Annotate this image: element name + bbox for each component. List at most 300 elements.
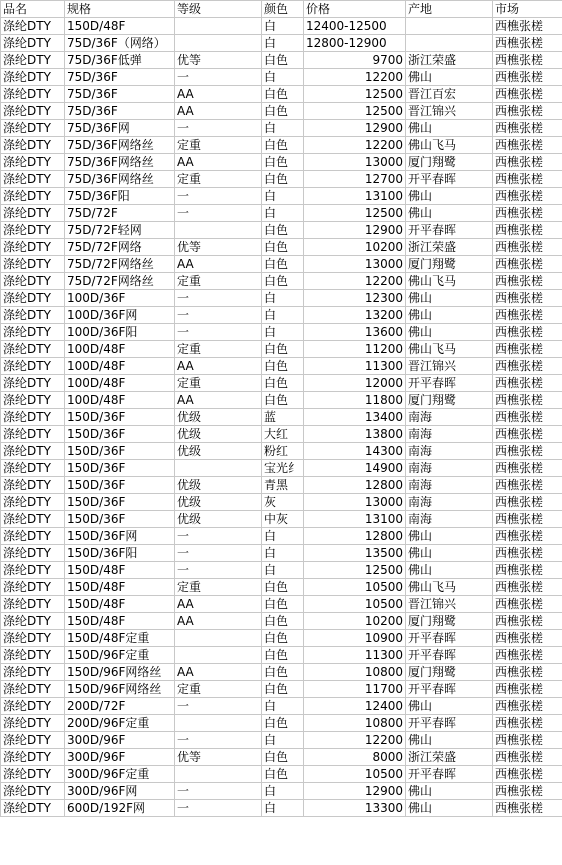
cell-grade[interactable]: 一 bbox=[175, 732, 262, 749]
cell-spec[interactable]: 75D/36F bbox=[65, 86, 175, 103]
cell-color[interactable]: 白 bbox=[262, 732, 304, 749]
cell-origin[interactable]: 开平春晖 bbox=[406, 171, 493, 188]
cell-spec[interactable]: 100D/36F阳 bbox=[65, 324, 175, 341]
cell-product-name[interactable]: 涤纶DTY bbox=[1, 358, 65, 375]
cell-spec[interactable]: 150D/36F bbox=[65, 494, 175, 511]
cell-product-name[interactable]: 涤纶DTY bbox=[1, 69, 65, 86]
cell-grade[interactable]: AA bbox=[175, 103, 262, 120]
cell-product-name[interactable]: 涤纶DTY bbox=[1, 528, 65, 545]
cell-grade[interactable]: 一 bbox=[175, 69, 262, 86]
cell-market[interactable]: 西樵张槎 bbox=[493, 732, 562, 749]
cell-product-name[interactable]: 涤纶DTY bbox=[1, 341, 65, 358]
cell-market[interactable]: 西樵张槎 bbox=[493, 596, 562, 613]
cell-color[interactable]: 白 bbox=[262, 783, 304, 800]
cell-spec[interactable]: 150D/48F bbox=[65, 562, 175, 579]
cell-price[interactable]: 10900 bbox=[304, 630, 406, 647]
cell-price[interactable]: 12500 bbox=[304, 86, 406, 103]
cell-color[interactable]: 白色 bbox=[262, 341, 304, 358]
cell-market[interactable]: 西樵张槎 bbox=[493, 341, 562, 358]
cell-color[interactable]: 白色 bbox=[262, 392, 304, 409]
cell-spec[interactable]: 75D/36F bbox=[65, 69, 175, 86]
cell-spec[interactable]: 150D/36F bbox=[65, 426, 175, 443]
cell-product-name[interactable]: 涤纶DTY bbox=[1, 545, 65, 562]
cell-spec[interactable]: 150D/96F网络丝 bbox=[65, 664, 175, 681]
cell-product-name[interactable]: 涤纶DTY bbox=[1, 52, 65, 69]
cell-price[interactable]: 12800-12900 bbox=[304, 35, 406, 52]
cell-product-name[interactable]: 涤纶DTY bbox=[1, 443, 65, 460]
cell-grade[interactable]: 一 bbox=[175, 528, 262, 545]
cell-origin[interactable]: 佛山 bbox=[406, 188, 493, 205]
cell-origin[interactable]: 佛山 bbox=[406, 324, 493, 341]
cell-price[interactable]: 12800 bbox=[304, 477, 406, 494]
cell-market[interactable]: 西樵张槎 bbox=[493, 528, 562, 545]
cell-grade[interactable]: 优级 bbox=[175, 443, 262, 460]
cell-market[interactable]: 西樵张槎 bbox=[493, 409, 562, 426]
cell-price[interactable]: 12000 bbox=[304, 375, 406, 392]
cell-price[interactable]: 13800 bbox=[304, 426, 406, 443]
cell-market[interactable]: 西樵张槎 bbox=[493, 69, 562, 86]
cell-color[interactable]: 白色 bbox=[262, 86, 304, 103]
cell-market[interactable]: 西樵张槎 bbox=[493, 239, 562, 256]
cell-grade[interactable]: AA bbox=[175, 256, 262, 273]
header-market[interactable]: 市场 bbox=[493, 1, 562, 18]
cell-origin[interactable]: 厦门翔鹭 bbox=[406, 392, 493, 409]
cell-grade[interactable]: 定重 bbox=[175, 273, 262, 290]
cell-color[interactable]: 白 bbox=[262, 188, 304, 205]
cell-color[interactable]: 白 bbox=[262, 698, 304, 715]
cell-market[interactable]: 西樵张槎 bbox=[493, 426, 562, 443]
cell-color[interactable]: 白色 bbox=[262, 222, 304, 239]
cell-price[interactable]: 12700 bbox=[304, 171, 406, 188]
cell-spec[interactable]: 75D/72F网络 bbox=[65, 239, 175, 256]
cell-market[interactable]: 西樵张槎 bbox=[493, 613, 562, 630]
cell-spec[interactable]: 100D/48F bbox=[65, 358, 175, 375]
cell-price[interactable]: 12200 bbox=[304, 732, 406, 749]
cell-color[interactable]: 白色 bbox=[262, 358, 304, 375]
cell-origin[interactable]: 厦门翔鹭 bbox=[406, 664, 493, 681]
cell-market[interactable]: 西樵张槎 bbox=[493, 443, 562, 460]
cell-origin[interactable]: 佛山飞马 bbox=[406, 137, 493, 154]
cell-market[interactable]: 西樵张槎 bbox=[493, 205, 562, 222]
cell-color[interactable]: 白 bbox=[262, 205, 304, 222]
cell-grade[interactable]: 一 bbox=[175, 562, 262, 579]
cell-grade[interactable]: AA bbox=[175, 392, 262, 409]
cell-spec[interactable]: 150D/36F阳 bbox=[65, 545, 175, 562]
cell-spec[interactable]: 100D/36F bbox=[65, 290, 175, 307]
cell-market[interactable]: 西樵张槎 bbox=[493, 477, 562, 494]
cell-market[interactable]: 西樵张槎 bbox=[493, 715, 562, 732]
cell-product-name[interactable]: 涤纶DTY bbox=[1, 409, 65, 426]
cell-origin[interactable]: 厦门翔鹭 bbox=[406, 256, 493, 273]
cell-origin[interactable]: 开平春晖 bbox=[406, 630, 493, 647]
cell-product-name[interactable]: 涤纶DTY bbox=[1, 749, 65, 766]
cell-price[interactable]: 8000 bbox=[304, 749, 406, 766]
cell-spec[interactable]: 300D/96F bbox=[65, 732, 175, 749]
cell-color[interactable]: 白色 bbox=[262, 596, 304, 613]
cell-grade[interactable] bbox=[175, 766, 262, 783]
cell-grade[interactable]: 一 bbox=[175, 545, 262, 562]
cell-grade[interactable]: 定重 bbox=[175, 137, 262, 154]
cell-price[interactable]: 13600 bbox=[304, 324, 406, 341]
cell-color[interactable]: 粉红 bbox=[262, 443, 304, 460]
cell-spec[interactable]: 150D/96F定重 bbox=[65, 647, 175, 664]
cell-market[interactable]: 西樵张槎 bbox=[493, 290, 562, 307]
cell-product-name[interactable]: 涤纶DTY bbox=[1, 596, 65, 613]
cell-market[interactable]: 西樵张槎 bbox=[493, 324, 562, 341]
cell-origin[interactable]: 佛山飞马 bbox=[406, 579, 493, 596]
cell-origin[interactable]: 佛山 bbox=[406, 783, 493, 800]
cell-grade[interactable]: 定重 bbox=[175, 341, 262, 358]
cell-origin[interactable]: 佛山 bbox=[406, 290, 493, 307]
cell-grade[interactable] bbox=[175, 35, 262, 52]
cell-spec[interactable]: 150D/96F网络丝 bbox=[65, 681, 175, 698]
cell-price[interactable]: 10800 bbox=[304, 715, 406, 732]
cell-spec[interactable]: 150D/36F bbox=[65, 511, 175, 528]
cell-price[interactable]: 13500 bbox=[304, 545, 406, 562]
cell-price[interactable]: 11800 bbox=[304, 392, 406, 409]
cell-price[interactable]: 13000 bbox=[304, 154, 406, 171]
cell-color[interactable]: 白色 bbox=[262, 630, 304, 647]
cell-market[interactable]: 西樵张槎 bbox=[493, 86, 562, 103]
cell-origin[interactable]: 南海 bbox=[406, 477, 493, 494]
cell-grade[interactable]: 一 bbox=[175, 205, 262, 222]
cell-origin[interactable]: 南海 bbox=[406, 443, 493, 460]
cell-spec[interactable]: 75D/72F bbox=[65, 205, 175, 222]
cell-price[interactable]: 13000 bbox=[304, 256, 406, 273]
cell-price[interactable]: 11700 bbox=[304, 681, 406, 698]
cell-origin[interactable]: 佛山 bbox=[406, 698, 493, 715]
cell-product-name[interactable]: 涤纶DTY bbox=[1, 307, 65, 324]
cell-product-name[interactable]: 涤纶DTY bbox=[1, 239, 65, 256]
cell-color[interactable]: 白色 bbox=[262, 137, 304, 154]
cell-grade[interactable]: AA bbox=[175, 613, 262, 630]
cell-market[interactable]: 西樵张槎 bbox=[493, 52, 562, 69]
cell-spec[interactable]: 300D/96F网 bbox=[65, 783, 175, 800]
cell-product-name[interactable]: 涤纶DTY bbox=[1, 103, 65, 120]
cell-price[interactable]: 10200 bbox=[304, 239, 406, 256]
cell-grade[interactable] bbox=[175, 18, 262, 35]
cell-spec[interactable]: 150D/48F bbox=[65, 18, 175, 35]
cell-color[interactable]: 白色 bbox=[262, 681, 304, 698]
cell-spec[interactable]: 75D/36F（网络） bbox=[65, 35, 175, 52]
cell-market[interactable]: 西樵张槎 bbox=[493, 545, 562, 562]
cell-origin[interactable]: 晋江锦兴 bbox=[406, 596, 493, 613]
cell-spec[interactable]: 150D/48F bbox=[65, 579, 175, 596]
cell-origin[interactable]: 佛山 bbox=[406, 545, 493, 562]
cell-product-name[interactable]: 涤纶DTY bbox=[1, 664, 65, 681]
cell-grade[interactable]: 定重 bbox=[175, 681, 262, 698]
header-origin[interactable]: 产地 bbox=[406, 1, 493, 18]
cell-origin[interactable]: 浙江荣盛 bbox=[406, 749, 493, 766]
cell-product-name[interactable]: 涤纶DTY bbox=[1, 171, 65, 188]
cell-origin[interactable]: 浙江荣盛 bbox=[406, 52, 493, 69]
header-spec[interactable]: 规格 bbox=[65, 1, 175, 18]
cell-spec[interactable]: 150D/48F定重 bbox=[65, 630, 175, 647]
cell-origin[interactable]: 开平春晖 bbox=[406, 222, 493, 239]
cell-product-name[interactable]: 涤纶DTY bbox=[1, 494, 65, 511]
cell-price[interactable]: 11200 bbox=[304, 341, 406, 358]
cell-grade[interactable]: 一 bbox=[175, 698, 262, 715]
cell-color[interactable]: 白 bbox=[262, 528, 304, 545]
cell-grade[interactable]: 一 bbox=[175, 307, 262, 324]
cell-product-name[interactable]: 涤纶DTY bbox=[1, 120, 65, 137]
cell-color[interactable]: 白色 bbox=[262, 52, 304, 69]
cell-spec[interactable]: 150D/36F bbox=[65, 477, 175, 494]
cell-product-name[interactable]: 涤纶DTY bbox=[1, 205, 65, 222]
cell-origin[interactable]: 南海 bbox=[406, 511, 493, 528]
cell-grade[interactable]: 优级 bbox=[175, 426, 262, 443]
cell-price[interactable]: 10500 bbox=[304, 579, 406, 596]
cell-origin[interactable]: 南海 bbox=[406, 494, 493, 511]
cell-color[interactable]: 白 bbox=[262, 18, 304, 35]
header-grade[interactable]: 等级 bbox=[175, 1, 262, 18]
cell-spec[interactable]: 100D/48F bbox=[65, 375, 175, 392]
cell-product-name[interactable]: 涤纶DTY bbox=[1, 477, 65, 494]
cell-product-name[interactable]: 涤纶DTY bbox=[1, 630, 65, 647]
cell-color[interactable]: 白 bbox=[262, 307, 304, 324]
cell-market[interactable]: 西樵张槎 bbox=[493, 664, 562, 681]
cell-spec[interactable]: 75D/36F网络丝 bbox=[65, 171, 175, 188]
cell-product-name[interactable]: 涤纶DTY bbox=[1, 86, 65, 103]
cell-price[interactable]: 13100 bbox=[304, 188, 406, 205]
cell-origin[interactable]: 佛山 bbox=[406, 205, 493, 222]
cell-origin[interactable]: 厦门翔鹭 bbox=[406, 154, 493, 171]
cell-origin[interactable] bbox=[406, 18, 493, 35]
cell-grade[interactable] bbox=[175, 630, 262, 647]
cell-color[interactable]: 白色 bbox=[262, 647, 304, 664]
cell-grade[interactable]: 优级 bbox=[175, 477, 262, 494]
cell-product-name[interactable]: 涤纶DTY bbox=[1, 273, 65, 290]
cell-market[interactable]: 西樵张槎 bbox=[493, 154, 562, 171]
cell-color[interactable]: 白色 bbox=[262, 613, 304, 630]
cell-market[interactable]: 西樵张槎 bbox=[493, 783, 562, 800]
cell-price[interactable]: 13100 bbox=[304, 511, 406, 528]
cell-product-name[interactable]: 涤纶DTY bbox=[1, 732, 65, 749]
cell-market[interactable]: 西樵张槎 bbox=[493, 222, 562, 239]
cell-product-name[interactable]: 涤纶DTY bbox=[1, 324, 65, 341]
cell-color[interactable]: 白色 bbox=[262, 749, 304, 766]
cell-color[interactable]: 白色 bbox=[262, 171, 304, 188]
cell-color[interactable]: 白色 bbox=[262, 766, 304, 783]
cell-color[interactable]: 白色 bbox=[262, 239, 304, 256]
cell-grade[interactable]: AA bbox=[175, 358, 262, 375]
cell-grade[interactable]: 定重 bbox=[175, 171, 262, 188]
cell-spec[interactable]: 75D/36F低弹 bbox=[65, 52, 175, 69]
cell-product-name[interactable]: 涤纶DTY bbox=[1, 154, 65, 171]
cell-price[interactable]: 13000 bbox=[304, 494, 406, 511]
cell-product-name[interactable]: 涤纶DTY bbox=[1, 222, 65, 239]
cell-price[interactable]: 10500 bbox=[304, 766, 406, 783]
cell-color[interactable]: 中灰 bbox=[262, 511, 304, 528]
cell-market[interactable]: 西樵张槎 bbox=[493, 392, 562, 409]
cell-market[interactable]: 西樵张槎 bbox=[493, 256, 562, 273]
cell-product-name[interactable]: 涤纶DTY bbox=[1, 800, 65, 817]
cell-origin[interactable]: 南海 bbox=[406, 426, 493, 443]
cell-grade[interactable]: 优级 bbox=[175, 494, 262, 511]
cell-color[interactable]: 白 bbox=[262, 545, 304, 562]
cell-market[interactable]: 西樵张槎 bbox=[493, 358, 562, 375]
cell-origin[interactable]: 开平春晖 bbox=[406, 715, 493, 732]
cell-spec[interactable]: 150D/36F bbox=[65, 460, 175, 477]
cell-grade[interactable]: 定重 bbox=[175, 375, 262, 392]
cell-market[interactable]: 西樵张槎 bbox=[493, 120, 562, 137]
cell-spec[interactable]: 150D/36F bbox=[65, 409, 175, 426]
cell-spec[interactable]: 200D/96F定重 bbox=[65, 715, 175, 732]
cell-product-name[interactable]: 涤纶DTY bbox=[1, 426, 65, 443]
cell-price[interactable]: 12400 bbox=[304, 698, 406, 715]
cell-grade[interactable]: 优等 bbox=[175, 239, 262, 256]
cell-origin[interactable]: 晋江锦兴 bbox=[406, 358, 493, 375]
cell-spec[interactable]: 75D/36F网络丝 bbox=[65, 154, 175, 171]
cell-price[interactable]: 12500 bbox=[304, 562, 406, 579]
cell-spec[interactable]: 150D/36F bbox=[65, 443, 175, 460]
cell-origin[interactable]: 佛山 bbox=[406, 562, 493, 579]
cell-price[interactable]: 12500 bbox=[304, 205, 406, 222]
cell-origin[interactable]: 佛山 bbox=[406, 732, 493, 749]
cell-spec[interactable]: 75D/36F网 bbox=[65, 120, 175, 137]
cell-price[interactable]: 9700 bbox=[304, 52, 406, 69]
cell-grade[interactable]: 一 bbox=[175, 783, 262, 800]
cell-product-name[interactable]: 涤纶DTY bbox=[1, 698, 65, 715]
cell-market[interactable]: 西樵张槎 bbox=[493, 375, 562, 392]
cell-market[interactable]: 西樵张槎 bbox=[493, 800, 562, 817]
cell-origin[interactable]: 开平春晖 bbox=[406, 681, 493, 698]
cell-color[interactable]: 白色 bbox=[262, 273, 304, 290]
cell-grade[interactable] bbox=[175, 647, 262, 664]
cell-market[interactable]: 西樵张槎 bbox=[493, 647, 562, 664]
cell-product-name[interactable]: 涤纶DTY bbox=[1, 375, 65, 392]
cell-color[interactable]: 白 bbox=[262, 800, 304, 817]
cell-origin[interactable]: 开平春晖 bbox=[406, 647, 493, 664]
cell-market[interactable]: 西樵张槎 bbox=[493, 562, 562, 579]
cell-spec[interactable]: 300D/96F定重 bbox=[65, 766, 175, 783]
cell-price[interactable]: 12200 bbox=[304, 69, 406, 86]
cell-color[interactable]: 白色 bbox=[262, 579, 304, 596]
cell-price[interactable]: 10200 bbox=[304, 613, 406, 630]
cell-market[interactable]: 西樵张槎 bbox=[493, 766, 562, 783]
cell-spec[interactable]: 600D/192F网 bbox=[65, 800, 175, 817]
cell-color[interactable]: 宝光纟 bbox=[262, 460, 304, 477]
cell-color[interactable]: 白 bbox=[262, 324, 304, 341]
cell-market[interactable]: 西樵张槎 bbox=[493, 511, 562, 528]
cell-price[interactable]: 12900 bbox=[304, 120, 406, 137]
cell-grade[interactable]: 优等 bbox=[175, 52, 262, 69]
header-product-name[interactable]: 品名 bbox=[1, 1, 65, 18]
cell-spec[interactable]: 150D/36F网 bbox=[65, 528, 175, 545]
cell-price[interactable]: 10500 bbox=[304, 596, 406, 613]
cell-price[interactable]: 10800 bbox=[304, 664, 406, 681]
cell-grade[interactable]: 优级 bbox=[175, 511, 262, 528]
cell-market[interactable]: 西樵张槎 bbox=[493, 749, 562, 766]
cell-price[interactable]: 11300 bbox=[304, 647, 406, 664]
cell-price[interactable]: 13400 bbox=[304, 409, 406, 426]
cell-color[interactable]: 白色 bbox=[262, 103, 304, 120]
cell-color[interactable]: 白色 bbox=[262, 664, 304, 681]
cell-grade[interactable]: AA bbox=[175, 86, 262, 103]
cell-price[interactable]: 14900 bbox=[304, 460, 406, 477]
cell-grade[interactable]: 一 bbox=[175, 290, 262, 307]
cell-grade[interactable]: 一 bbox=[175, 800, 262, 817]
cell-origin[interactable]: 佛山 bbox=[406, 528, 493, 545]
cell-product-name[interactable]: 涤纶DTY bbox=[1, 256, 65, 273]
cell-color[interactable]: 蓝 bbox=[262, 409, 304, 426]
cell-product-name[interactable]: 涤纶DTY bbox=[1, 35, 65, 52]
cell-market[interactable]: 西樵张槎 bbox=[493, 494, 562, 511]
cell-grade[interactable]: 优级 bbox=[175, 409, 262, 426]
cell-product-name[interactable]: 涤纶DTY bbox=[1, 783, 65, 800]
cell-market[interactable]: 西樵张槎 bbox=[493, 273, 562, 290]
cell-grade[interactable]: 优等 bbox=[175, 749, 262, 766]
cell-market[interactable]: 西樵张槎 bbox=[493, 171, 562, 188]
cell-market[interactable]: 西樵张槎 bbox=[493, 698, 562, 715]
cell-origin[interactable]: 晋江百宏 bbox=[406, 86, 493, 103]
cell-grade[interactable]: 一 bbox=[175, 120, 262, 137]
cell-product-name[interactable]: 涤纶DTY bbox=[1, 715, 65, 732]
cell-product-name[interactable]: 涤纶DTY bbox=[1, 562, 65, 579]
cell-price[interactable]: 12500 bbox=[304, 103, 406, 120]
cell-price[interactable]: 11300 bbox=[304, 358, 406, 375]
cell-spec[interactable]: 75D/36F bbox=[65, 103, 175, 120]
cell-origin[interactable]: 佛山 bbox=[406, 120, 493, 137]
cell-grade[interactable]: AA bbox=[175, 596, 262, 613]
cell-market[interactable]: 西樵张槎 bbox=[493, 188, 562, 205]
cell-spec[interactable]: 75D/36F网络丝 bbox=[65, 137, 175, 154]
cell-origin[interactable]: 南海 bbox=[406, 460, 493, 477]
cell-price[interactable]: 12800 bbox=[304, 528, 406, 545]
cell-product-name[interactable]: 涤纶DTY bbox=[1, 766, 65, 783]
cell-market[interactable]: 西樵张槎 bbox=[493, 681, 562, 698]
cell-spec[interactable]: 75D/72F轻网 bbox=[65, 222, 175, 239]
cell-product-name[interactable]: 涤纶DTY bbox=[1, 290, 65, 307]
cell-grade[interactable]: 一 bbox=[175, 324, 262, 341]
cell-grade[interactable]: AA bbox=[175, 154, 262, 171]
cell-product-name[interactable]: 涤纶DTY bbox=[1, 392, 65, 409]
cell-origin[interactable]: 佛山 bbox=[406, 69, 493, 86]
cell-spec[interactable]: 75D/72F网络丝 bbox=[65, 273, 175, 290]
cell-product-name[interactable]: 涤纶DTY bbox=[1, 511, 65, 528]
cell-spec[interactable]: 150D/48F bbox=[65, 613, 175, 630]
cell-color[interactable]: 白 bbox=[262, 35, 304, 52]
cell-grade[interactable]: 一 bbox=[175, 188, 262, 205]
cell-color[interactable]: 白 bbox=[262, 290, 304, 307]
cell-product-name[interactable]: 涤纶DTY bbox=[1, 647, 65, 664]
cell-spec[interactable]: 100D/48F bbox=[65, 392, 175, 409]
header-color[interactable]: 颜色 bbox=[262, 1, 304, 18]
cell-color[interactable]: 白 bbox=[262, 562, 304, 579]
cell-market[interactable]: 西樵张槎 bbox=[493, 579, 562, 596]
cell-color[interactable]: 大红 bbox=[262, 426, 304, 443]
cell-price[interactable]: 12900 bbox=[304, 222, 406, 239]
cell-origin[interactable]: 厦门翔鹭 bbox=[406, 613, 493, 630]
cell-market[interactable]: 西樵张槎 bbox=[493, 630, 562, 647]
cell-price[interactable]: 13300 bbox=[304, 800, 406, 817]
cell-spec[interactable]: 75D/72F网络丝 bbox=[65, 256, 175, 273]
cell-price[interactable]: 12400-12500 bbox=[304, 18, 406, 35]
cell-spec[interactable]: 100D/36F网 bbox=[65, 307, 175, 324]
cell-product-name[interactable]: 涤纶DTY bbox=[1, 460, 65, 477]
cell-color[interactable]: 白色 bbox=[262, 375, 304, 392]
cell-spec[interactable]: 200D/72F bbox=[65, 698, 175, 715]
cell-origin[interactable] bbox=[406, 35, 493, 52]
cell-product-name[interactable]: 涤纶DTY bbox=[1, 18, 65, 35]
cell-color[interactable]: 白 bbox=[262, 69, 304, 86]
cell-color[interactable]: 青黑 bbox=[262, 477, 304, 494]
cell-spec[interactable]: 300D/96F bbox=[65, 749, 175, 766]
cell-color[interactable]: 灰 bbox=[262, 494, 304, 511]
cell-price[interactable]: 13200 bbox=[304, 307, 406, 324]
header-price[interactable]: 价格 bbox=[304, 1, 406, 18]
cell-product-name[interactable]: 涤纶DTY bbox=[1, 579, 65, 596]
